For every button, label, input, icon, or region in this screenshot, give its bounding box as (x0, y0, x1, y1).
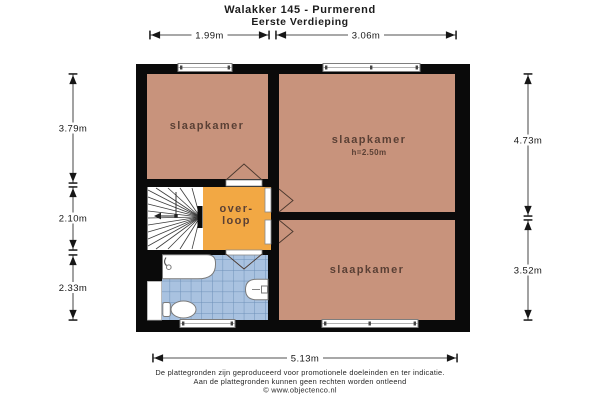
door-leaf-top-right-bedroom (265, 188, 271, 212)
dim-label-top-left: 1.99m (195, 30, 224, 42)
label-landing-line1: over- (219, 203, 254, 215)
bathroom-wall-niche (148, 282, 162, 321)
dim-label-right-top: 4.73m (513, 135, 543, 147)
floor-plan (136, 64, 470, 333)
footer-line3: © www.objectenco.nl (263, 385, 337, 395)
toilet-tank (163, 303, 171, 317)
window-top-right (323, 64, 420, 72)
toilet-bowl (171, 301, 196, 318)
dim-label-left-top: 3.79m (58, 123, 88, 135)
sink-tap (262, 286, 268, 293)
door-leaf-top-left-bedroom (226, 180, 262, 186)
dim-label-right-bottom: 3.52m (513, 265, 543, 277)
footer-line2: Aan de plattegronden kunnen geen rechten worden ontleend (193, 377, 407, 386)
dim-label-top-right: 3.06m (351, 30, 381, 42)
door-leaf-bathroom (226, 250, 262, 255)
page-subtitle: Eerste Verdieping (251, 16, 349, 28)
label-bedroom-bottom-right: slaapkamer (329, 264, 405, 276)
door-leaf-bottom-right-bedroom (265, 220, 271, 244)
window-bottom-bedroom (322, 320, 418, 328)
label-bedroom-top-right: slaapkamer (331, 134, 407, 146)
label-bedroom-top-left: slaapkamer (169, 120, 245, 132)
page-title: Walakker 145 - Purmerend (224, 4, 376, 16)
window-bottom-bathroom (180, 320, 235, 328)
stair-newel-post (198, 206, 203, 228)
footer-disclaimer (155, 368, 444, 395)
bathtub-drain (167, 265, 172, 270)
dim-label-left-bottom: 2.33m (58, 282, 88, 294)
footer-line1: De plattegronden zijn geproduceerd voor promotionele doeleinden en ter indicatie. (155, 368, 445, 377)
dim-label-left-middle: 2.10m (58, 213, 88, 225)
window-top-left (178, 64, 232, 72)
label-landing-line2: loop (222, 215, 251, 227)
label-bedroom-top-right-height: h=2.50m (351, 148, 387, 157)
dim-label-bottom: 5.13m (290, 353, 320, 365)
